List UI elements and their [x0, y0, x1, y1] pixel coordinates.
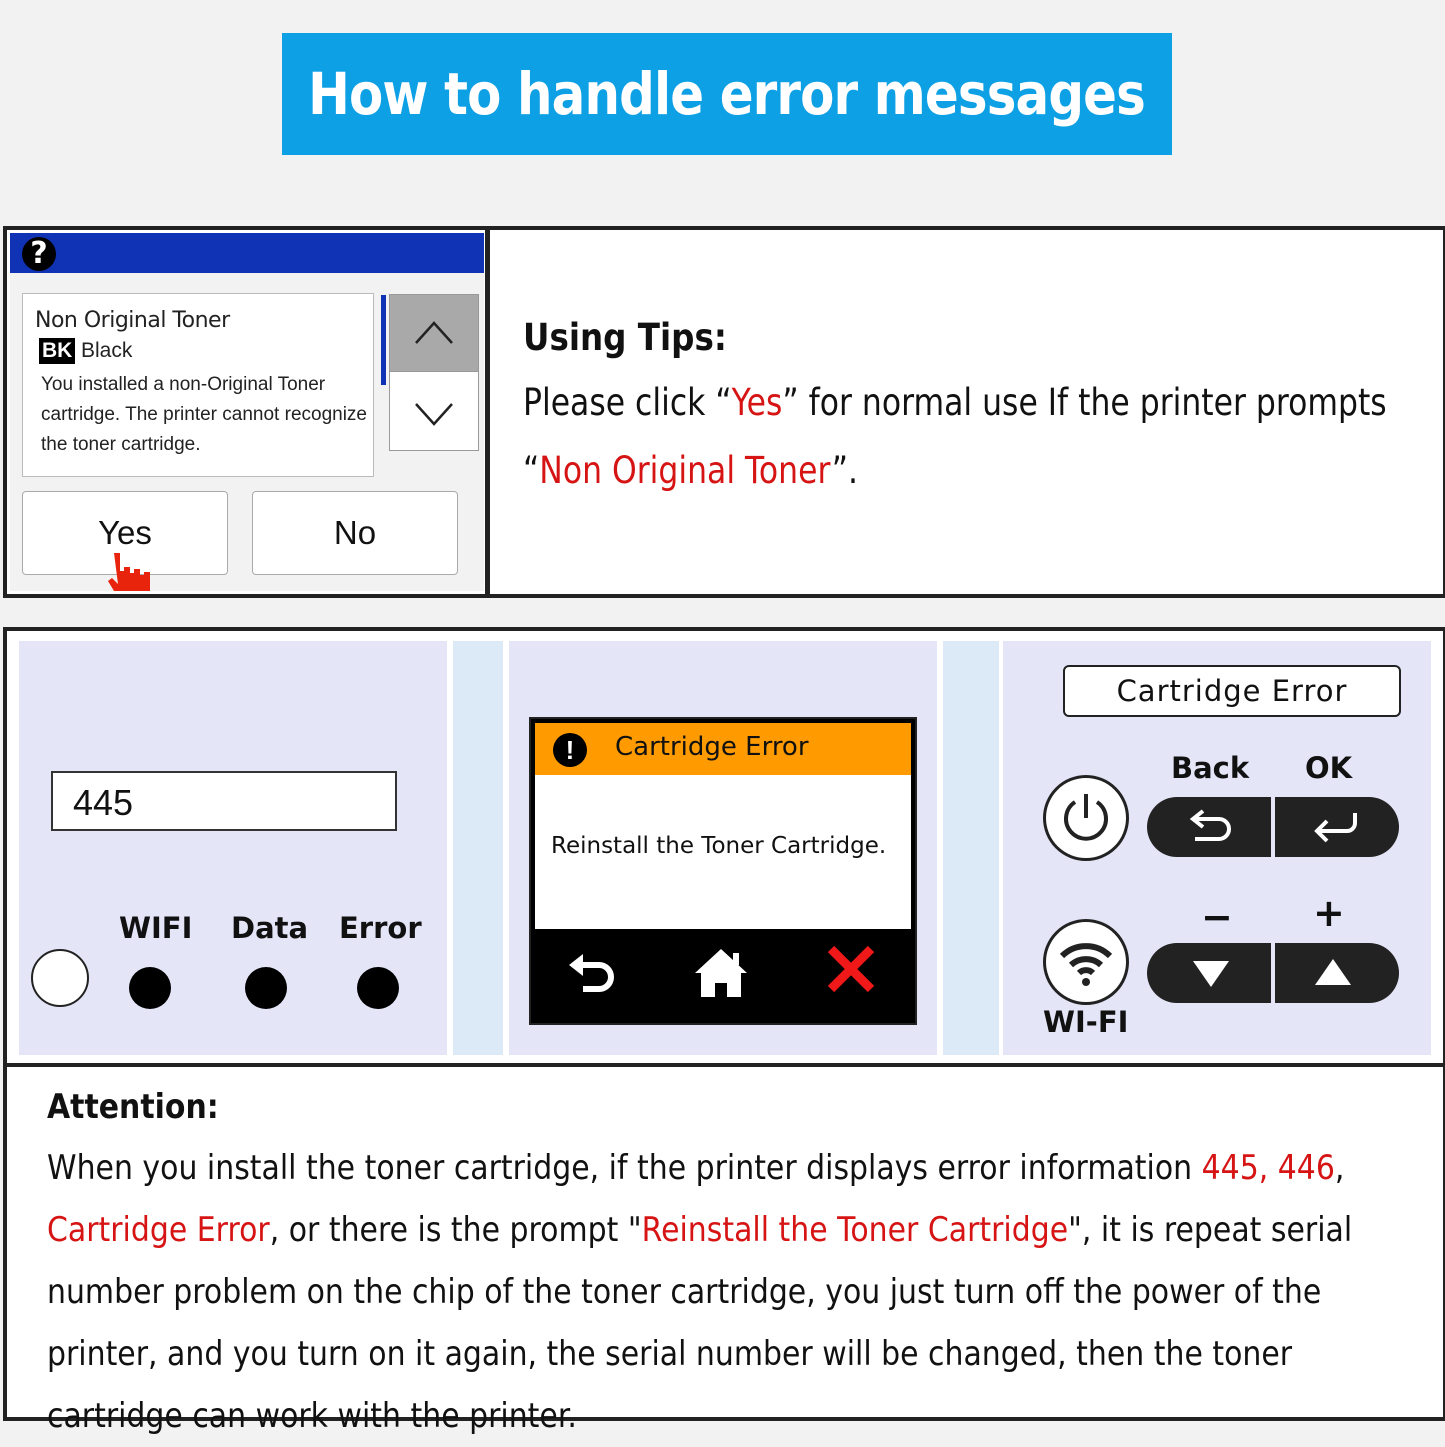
cartridge-error-highlight: Cartridge Error — [47, 1210, 270, 1250]
attention-text: , or there is the prompt " — [269, 1210, 642, 1250]
attention-body — [47, 1137, 1367, 1447]
tips-yes-highlight: Yes — [731, 381, 783, 424]
minus-label: − — [1201, 895, 1233, 939]
reinstall-highlight: Reinstall the Toner Cartridge — [641, 1210, 1069, 1250]
attention-text: When you install the toner cartridge, if the printer displays error information — [47, 1148, 1202, 1188]
back-icon[interactable] — [565, 951, 621, 1003]
data-led — [245, 967, 287, 1009]
touchscreen — [529, 717, 917, 1025]
led-panel — [19, 641, 447, 1055]
yes-button[interactable]: Yes — [22, 491, 228, 575]
panel-gap — [943, 641, 999, 1055]
touchscreen-panel — [509, 641, 937, 1055]
data-led-label: Data — [231, 911, 309, 945]
wifi-led-label: WIFI — [119, 911, 193, 945]
attention-title: Attention: — [47, 1087, 219, 1127]
error-code-display: 445 — [51, 771, 397, 831]
power-button[interactable] — [1043, 775, 1129, 861]
error-header — [535, 723, 911, 775]
error-led — [357, 967, 399, 1009]
wifi-button[interactable] — [1043, 919, 1129, 1005]
error-message: Reinstall the Toner Cartridge. — [551, 833, 887, 859]
color-label: Black — [81, 339, 133, 362]
back-ok-buttons — [1147, 797, 1399, 857]
dialog-title: Non Original Toner — [35, 308, 230, 333]
using-tips — [523, 316, 1423, 505]
power-icon — [1046, 778, 1126, 858]
arrow-buttons — [1147, 943, 1399, 1003]
dialog-header — [10, 233, 484, 273]
page-banner — [282, 33, 1172, 155]
tips-text: Please click “ — [523, 381, 732, 424]
tips-term-highlight: Non Original Toner — [539, 449, 832, 492]
alert-icon: ! — [553, 733, 587, 767]
wifi-button-label: WI-FI — [1043, 1005, 1129, 1039]
back-button[interactable] — [1177, 805, 1241, 849]
plus-label: + — [1313, 891, 1345, 935]
cartridge-error-label: Cartridge Error — [1063, 665, 1401, 717]
tips-title: Using Tips: — [523, 316, 727, 359]
error-codes-highlight: 445, 446 — [1201, 1148, 1335, 1188]
power-led — [31, 949, 89, 1007]
attention-section — [3, 1063, 1445, 1436]
help-icon: ? — [22, 237, 56, 271]
using-tips-section — [3, 226, 1445, 598]
down-arrow-button[interactable] — [1187, 955, 1235, 991]
no-button[interactable]: No — [252, 491, 458, 575]
button-divider — [1271, 797, 1275, 857]
ok-button[interactable] — [1305, 805, 1369, 849]
panel-gap — [453, 641, 503, 1055]
scroll-down-button[interactable] — [389, 371, 479, 451]
error-title: Cartridge Error — [615, 732, 809, 762]
scrollbar[interactable] — [381, 295, 386, 385]
ok-label: OK — [1305, 751, 1353, 785]
dialog-message-box — [22, 293, 374, 477]
attention-text: ", it is repeat serial number problem on the chip of the toner cartridge, you just turn off the power of the printer, and you turn on it again, the serial number will be changed, then the toner cartridge can work with the printer. — [47, 1210, 1353, 1436]
back-label: Back — [1171, 751, 1250, 785]
pointing-hand-icon — [100, 551, 156, 591]
close-icon[interactable] — [825, 943, 877, 995]
tips-text: ”. — [831, 449, 859, 492]
error-body — [535, 775, 911, 929]
non-original-toner-dialog — [10, 233, 484, 591]
banner-title: How to handle error messages — [308, 60, 1146, 128]
attention — [47, 1087, 1367, 1447]
error-led-label: Error — [339, 911, 422, 945]
attention-text: , — [1334, 1148, 1345, 1188]
tips-text: ” for normal use If the printer prompts “ — [523, 381, 1387, 492]
tips-body — [523, 369, 1424, 505]
section-divider — [485, 230, 490, 594]
control-panels-section — [3, 627, 1445, 1067]
wifi-led — [129, 967, 171, 1009]
scroll-up-button[interactable] — [389, 294, 479, 372]
chevron-down-icon — [390, 372, 478, 450]
home-icon[interactable] — [693, 947, 749, 999]
dialog-message: You installed a non-Original Toner cartridge. The printer cannot recognize the toner cartridge. — [41, 374, 367, 455]
button-divider — [1271, 943, 1275, 1003]
chevron-up-icon — [390, 295, 478, 371]
wifi-icon — [1046, 922, 1126, 1002]
up-arrow-button[interactable] — [1309, 955, 1357, 991]
color-badge: BK — [39, 338, 75, 364]
button-panel — [1003, 641, 1431, 1055]
